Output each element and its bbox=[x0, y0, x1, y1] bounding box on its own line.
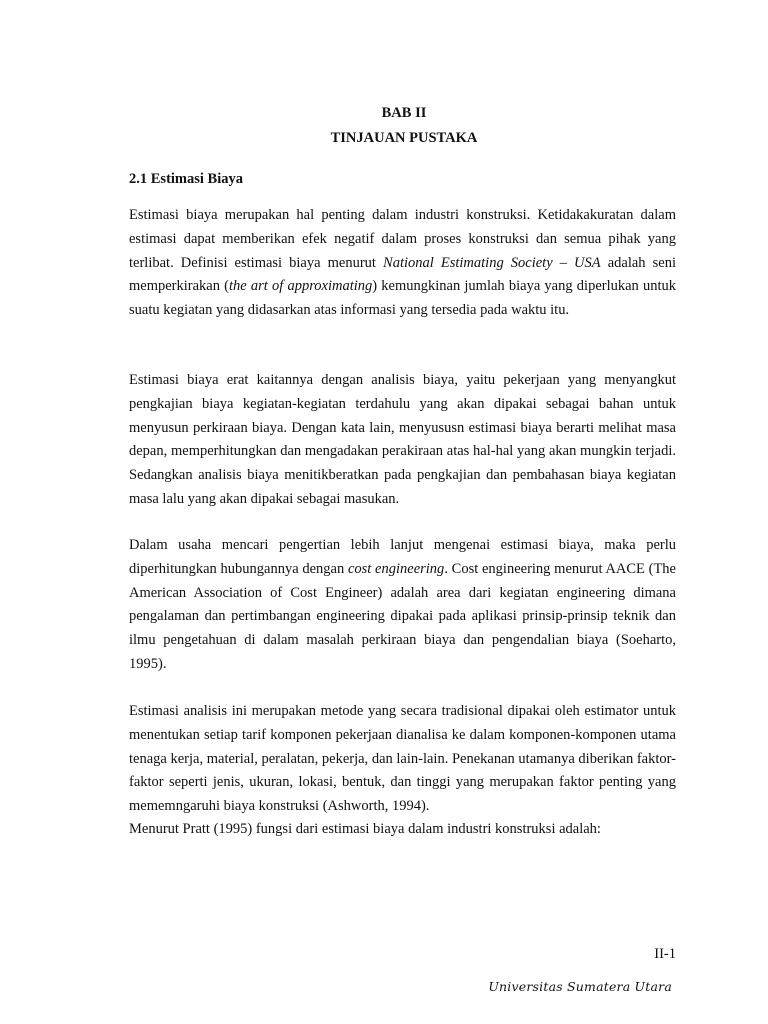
institution-watermark: Universitas Sumatera Utara bbox=[488, 979, 672, 994]
paragraph-text: . Cost engineering menurut AACE (The American Association of Cost Engineer) adalah area dari kegiatan engineering dimana pengalaman dan pertimbangan engineering dipakai pada aplikasi prinsip-prinsip teknik dan ilmu pengetahuan di dalam masalah perkiraan biaya dan pengendalian biaya (Soeharto, 1995). bbox=[129, 560, 676, 672]
paragraph-cost-engineering bbox=[129, 534, 676, 677]
paragraph-definition bbox=[129, 204, 676, 323]
paragraph-pratt: Menurut Pratt (1995) fungsi dari estimasi biaya dalam industri konstruksi adalah: bbox=[129, 821, 601, 837]
section-heading: 2.1 Estimasi Biaya bbox=[129, 171, 243, 187]
paragraph-text: adalah seni memperkirakan ( bbox=[129, 254, 676, 295]
paragraph-analytical-estimation: Estimasi analisis ini merupakan metode yang secara tradisional dipakai oleh estimator untuk menentukan setiap tarif komponen pekerjaan dianalisa ke dalam komponen-komponen utama tenaga kerja, material, peralatan, pekerja, dan lain-lain. Penekanan utamanya diberikan faktor-faktor seperti jenis, ukuran, lokasi, bentuk, dan tinggi yang merupakan faktor penting yang mememngaruhi biaya konstruksi (Ashworth, 1994). bbox=[129, 703, 676, 815]
paragraph-text: ) kemungkinan jumlah biaya yang diperlukan untuk suatu kegiatan yang didasarkan atas informasi yang tersedia pada waktu itu. bbox=[129, 278, 676, 319]
page-number: II-1 bbox=[654, 946, 676, 962]
paragraph-analysis: Estimasi biaya erat kaitannya dengan analisis biaya, yaitu pekerjaan yang menyangkut pengkajian biaya kegiatan-kegiatan terdahulu yang akan dipakai sebagai bahan untuk menyusun perkiraan biaya. Dengan kata lain, menyususn estimasi biaya berarti melihat masa depan, memperhitungkan dan mengadakan perakiraan atas hal-hal yang akan mungkin terjadi. Sedangkan analisis biaya menitikberatkan pada pengkajian dan pembahasan biaya kegiatan masa lalu yang akan dipakai sebagai masukan. bbox=[129, 372, 676, 507]
italic-term: cost engineering bbox=[347, 560, 445, 577]
italic-term: the art of approximating bbox=[229, 278, 373, 295]
paragraph-text: Estimasi biaya merupakan hal penting dalam industri konstruksi. Ketidakakuratan dalam estimasi dapat memberikan efek negatif dalam proses konstruksi dan semua pihak yang terlibat. Definisi estimasi biaya menurut bbox=[129, 207, 676, 271]
chapter-number: BAB II bbox=[381, 105, 427, 121]
paragraph-text: Dalam usaha mencari pengertian lebih lanjut mengenai estimasi biaya, maka perlu diperhitungkan hubungannya dengan bbox=[129, 537, 676, 577]
italic-term: National Estimating Society – USA bbox=[383, 254, 601, 271]
chapter-title: TINJAUAN PUSTAKA bbox=[330, 130, 478, 146]
